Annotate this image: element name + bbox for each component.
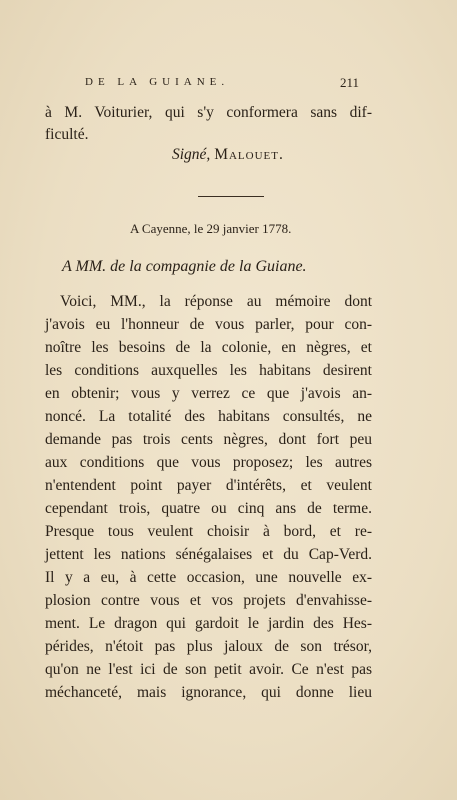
body-line: j'avois eu l'honneur de vous parler, pour con-	[45, 316, 372, 333]
body-line: qu'on ne l'est ici de son petit avoir. Ce n'est pas	[45, 661, 372, 678]
body-line: noncé. La totalité des habitans consultés, ne	[45, 408, 372, 425]
body-line: aux conditions que vous proposez; les autres	[45, 454, 372, 471]
signature-name: Malouet.	[214, 146, 284, 163]
body-line: ment. Le dragon qui gardoit le jardin des Hes-	[45, 615, 372, 632]
section-divider	[198, 196, 264, 197]
body-line: en obtenir; vous y verrez ce que j'avois an-	[45, 385, 372, 402]
dateline: A Cayenne, le 29 janvier 1778.	[130, 221, 292, 236]
body-line: demande pas trois cents nègres, dont fort peu	[45, 431, 372, 448]
signature-prefix: Signé,	[172, 146, 211, 163]
body-line: méchanceté, mais ignorance, qui donne lieu	[45, 684, 372, 701]
text-line: à M. Voiturier, qui s'y conformera sans dif-	[45, 104, 372, 121]
running-header: DE LA GUIANE.	[85, 76, 230, 88]
body-line: n'entendent point payer d'intérêts, et veulent	[45, 477, 372, 494]
page-number: 211	[340, 75, 360, 90]
body-line: cependant trois, quatre ou cinq ans de terme.	[45, 500, 372, 517]
body-line: Voici, MM., la réponse au mémoire dont	[60, 293, 372, 310]
signature	[172, 146, 284, 164]
body-line: Presque tous veulent choisir à bord, et re-	[45, 523, 372, 540]
body-line: les conditions auxquelles les habitans desirent	[45, 362, 372, 379]
body-line: jettent les nations sénégalaises et du Cap-Verd.	[45, 546, 372, 563]
body-line: Il y a eu, à cette occasion, une nouvelle ex-	[45, 569, 372, 586]
letter-address: A MM. de la compagnie de la Guiane.	[62, 258, 307, 275]
body-line: pérides, n'étoit pas plus jaloux de son trésor,	[45, 638, 372, 655]
body-line: plosion contre vous et vos projets d'envahisse-	[45, 592, 372, 609]
text-line: ficulté.	[45, 126, 89, 143]
body-line: noître les besoins de la colonie, en nègres, et	[45, 339, 372, 356]
